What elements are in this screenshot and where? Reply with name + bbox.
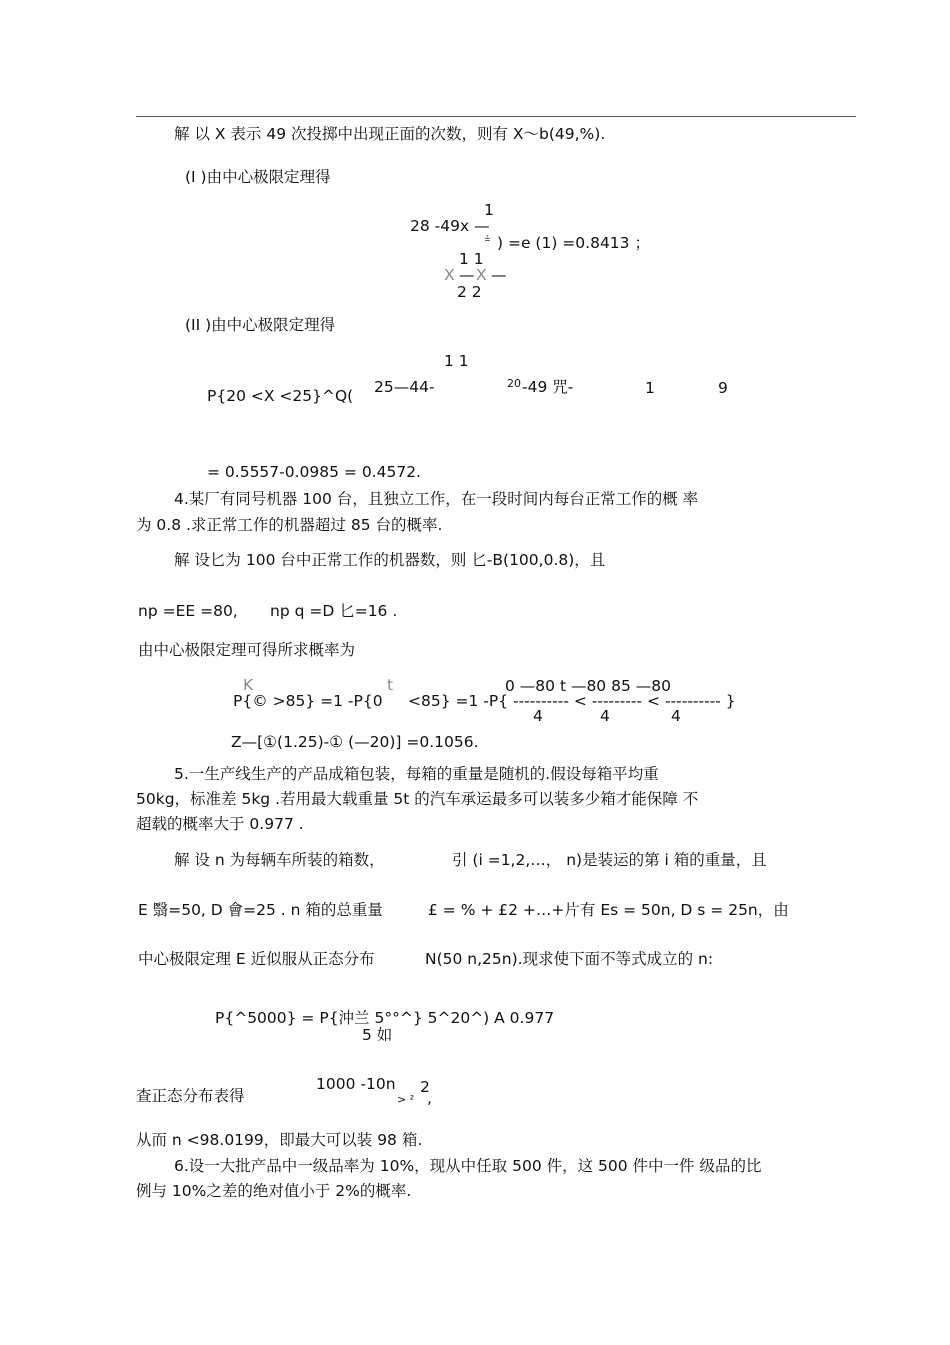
formula-2-term-b: -49 咒- xyxy=(522,378,574,396)
problem-4-line-1: 4.某厂有同号机器 100 台，且独立工作，在一段时间内每台正常工作的概 率 xyxy=(174,490,699,508)
formula-4-inequality: <85} =1 -P{ ---------- < --------- < ---------- } xyxy=(408,692,736,710)
solution-5-line-2a: E 翳=50, D 會=25 . n 箱的总重量 xyxy=(138,901,383,919)
solution-5-line-3a: 中心极限定理 E 近似服从正态分布 xyxy=(138,950,375,968)
formula-1-main: 28 -49x — xyxy=(410,217,490,235)
formula-1-x2: X xyxy=(476,266,487,284)
formula-4-denominator-3: 4 xyxy=(671,707,681,725)
formula-2-term-a: 25—44- xyxy=(374,378,435,396)
solution-5-conclusion: 从而 n <98.0199，即最大可以装 98 箱. xyxy=(136,1131,423,1149)
solution-5-line-1a: 解 设 n 为每辆车所装的箱数， xyxy=(174,851,385,869)
formula-1-result: ) =e (1) =0.8413 ； xyxy=(497,234,650,252)
formula-5-numerator: 1000 -10n xyxy=(316,1075,396,1093)
formula-5-gt: > ² xyxy=(397,1093,415,1106)
solution-4-line-1: 解 设匕为 100 台中正常工作的机器数，则 匕-B(100,0.8)，且 xyxy=(174,551,606,569)
formula-5-value: 2 xyxy=(420,1078,430,1096)
solution-3-intro: 解 以 X 表示 49 次投掷中出现正面的次数，则有 X～b(49,%). xyxy=(174,125,606,143)
formula-2-probability: P{20 <X <25}^Q( xyxy=(207,387,354,405)
problem-4-line-2: 为 0.8 .求正常工作的机器超过 85 台的概率. xyxy=(136,516,443,534)
header-rule xyxy=(136,116,856,117)
part-2-label: (II )由中心极限定理得 xyxy=(185,316,336,334)
problem-5-line-2: 50kg，标准差 5kg .若用最大载重量 5t 的汽车承运最多可以装多少箱才能保障 不 xyxy=(136,790,699,808)
formula-4-t: t xyxy=(387,676,394,694)
solution-5-table-lookup: 查正态分布表得 xyxy=(136,1087,245,1105)
part-1-label: (I )由中心极限定理得 xyxy=(185,168,331,186)
formula-1-upper-11: 1 1 xyxy=(459,250,484,268)
formula-4-result: Z—[①(1.25)-① (—20)] =0.1056. xyxy=(231,733,479,751)
formula-5-inequality: P{^5000} = P{沖兰 5°°^} 5^20^) A 0.977 xyxy=(215,1009,555,1027)
solution-4-clt: 由中心极限定理可得所求概率为 xyxy=(138,641,356,659)
formula-1-x1: X xyxy=(444,266,455,284)
formula-2-result: = 0.5557-0.0985 = 0.4572. xyxy=(207,463,421,481)
formula-2-term-c: 1 xyxy=(645,379,655,397)
formula-5-denominator: 5 如 xyxy=(362,1026,393,1044)
problem-6-line-2: 例与 10%之差的绝对值小于 2%的概率. xyxy=(136,1182,412,1200)
problem-5-line-3: 超载的概率大于 0.977 . xyxy=(136,815,304,833)
formula-4-probability: P{© >85} =1 -P{0 xyxy=(233,692,383,710)
formula-4-denominator-1: 4 xyxy=(533,707,543,725)
formula-5-comma: , xyxy=(427,1089,432,1107)
formula-1-dash: — xyxy=(459,266,475,284)
formula-1-lower-22: 2 2 xyxy=(457,283,482,301)
formula-4-denominator-2: 4 xyxy=(600,707,610,725)
formula-4-k: K xyxy=(243,676,254,694)
solution-5-line-3b: N(50 n,25n).现求使下面不等式成立的 n: xyxy=(425,950,714,968)
problem-6-line-1: 6.设一大批产品中一级品率为 10%，现从中任取 500 件，这 500 件中一件 级品的比 xyxy=(174,1157,762,1175)
formula-2-superscript: 20 xyxy=(507,377,521,390)
solution-5-line-2b: £ = % + £2 +…+片有 Es = 50n, D s = 25n，由 xyxy=(428,901,789,919)
solution-5-line-1b: 引 (i =1,2,…， n)是装运的第 i 箱的重量，且 xyxy=(452,851,767,869)
solution-4-npq: np q =D 匕=16 . xyxy=(270,602,398,620)
formula-4-numerators: 0 —80 t —80 85 —80 xyxy=(505,677,671,695)
problem-5-line-1: 5.一生产线生产的产品成箱包装，每箱的重量是随机的.假设每箱平均重 xyxy=(174,765,659,783)
formula-2-upper-11: 1 1 xyxy=(444,352,469,370)
solution-4-np: np =EE =80, xyxy=(138,602,238,620)
formula-1-end: — xyxy=(491,266,507,284)
formula-2-term-d: 9 xyxy=(718,379,728,397)
formula-1-numerator-1: 1 xyxy=(484,201,494,219)
formula-1-fraction: ≟ xyxy=(484,235,491,244)
